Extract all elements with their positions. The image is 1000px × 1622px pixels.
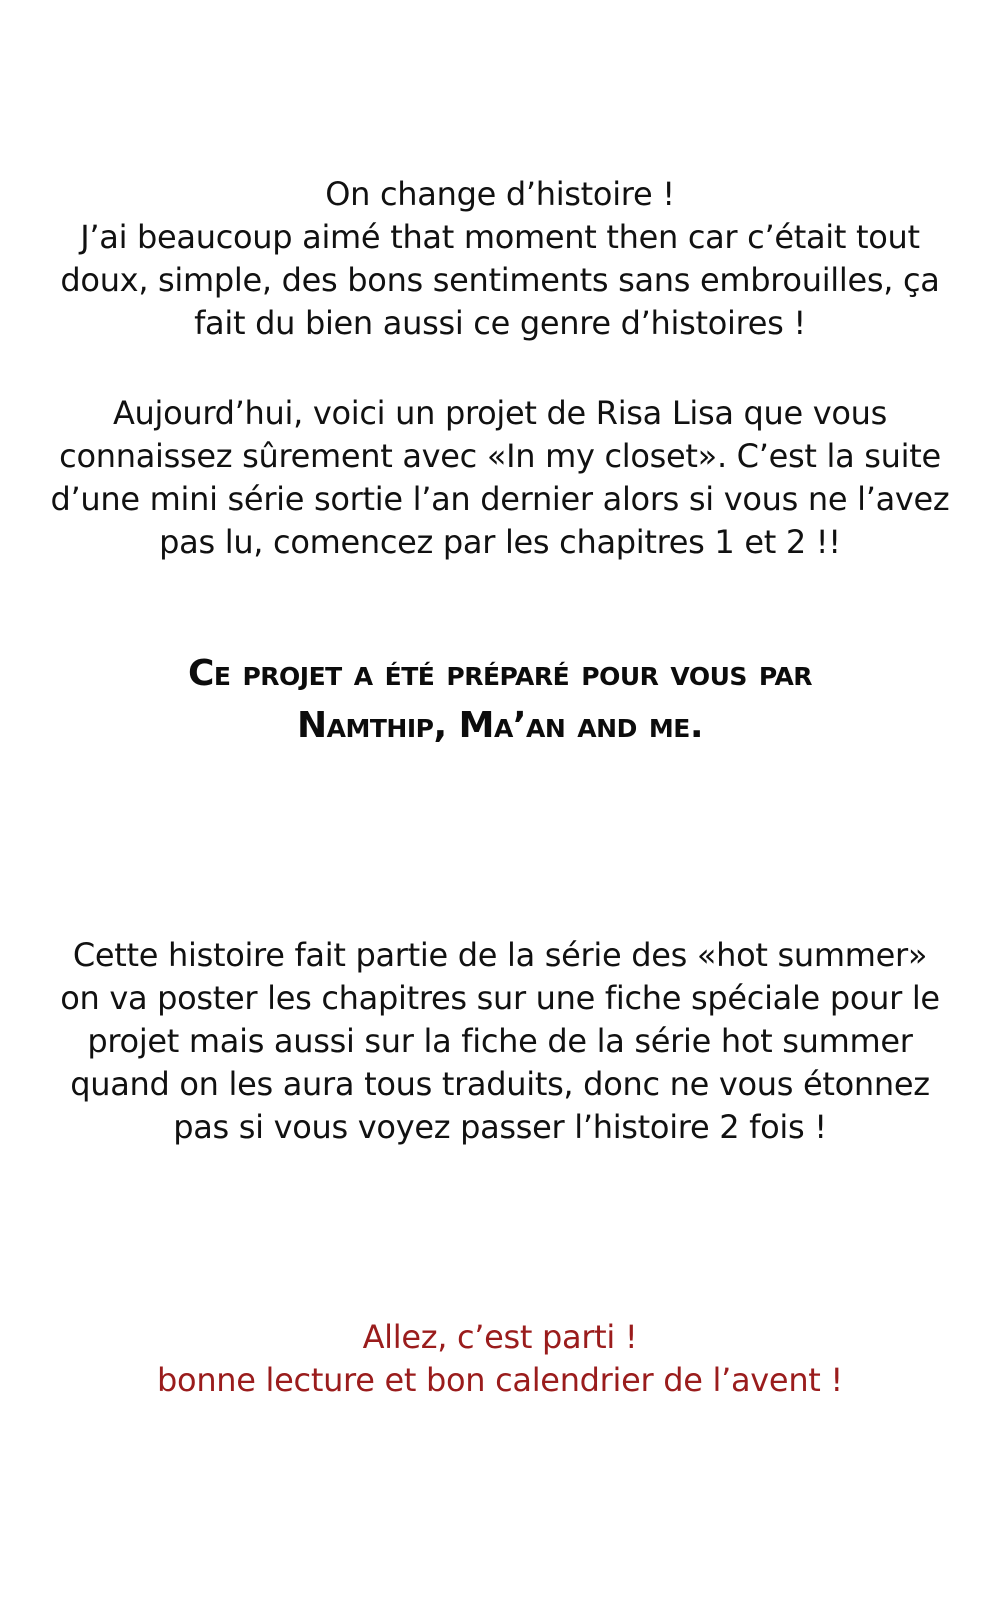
project-intro-line: pas lu, comencez par les chapitres 1 et 2 !! [159,523,841,561]
credits-heading [0,648,1000,752]
project-intro-line: d’une mini série sortie l’an dernier alors si vous ne l’avez [50,480,950,518]
credits-line: Ce projet a été préparé pour vous par [187,653,813,694]
project-intro-line: Aujourd’hui, voici un projet de Risa Lisa que vous [112,394,888,432]
intro-line: fait du bien aussi ce genre d’histoires ! [194,304,806,342]
series-note-line: on va poster les chapitres sur une fiche spéciale pour le [60,979,940,1017]
series-note-line: quand on les aura tous traduits, donc ne vous étonnez [70,1065,930,1103]
intro-line: doux, simple, des bons sentiments sans embrouilles, ça [60,261,940,299]
project-intro-line: connaissez sûrement avec «In my closet». C’est la suite [59,437,941,475]
series-note-line: pas si vous voyez passer l’histoire 2 fois ! [173,1108,827,1146]
closing-line: Allez, c’est parti ! [362,1318,638,1356]
intro-line: J’ai beaucoup aimé that moment then car c’était tout [80,218,920,256]
credits-line: Namthip, Ma’an and me. [296,705,703,746]
closing-message [0,1316,1000,1402]
series-note-paragraph [0,934,1000,1149]
series-note-line: projet mais aussi sur la fiche de la série hot summer [87,1022,913,1060]
closing-line: bonne lecture et bon calendrier de l’avent ! [157,1361,843,1399]
series-note-line: Cette histoire fait partie de la série des «hot summer» [72,936,928,974]
project-intro-paragraph [0,392,1000,564]
intro-line: On change d’histoire ! [325,175,675,213]
intro-paragraph [0,173,1000,345]
